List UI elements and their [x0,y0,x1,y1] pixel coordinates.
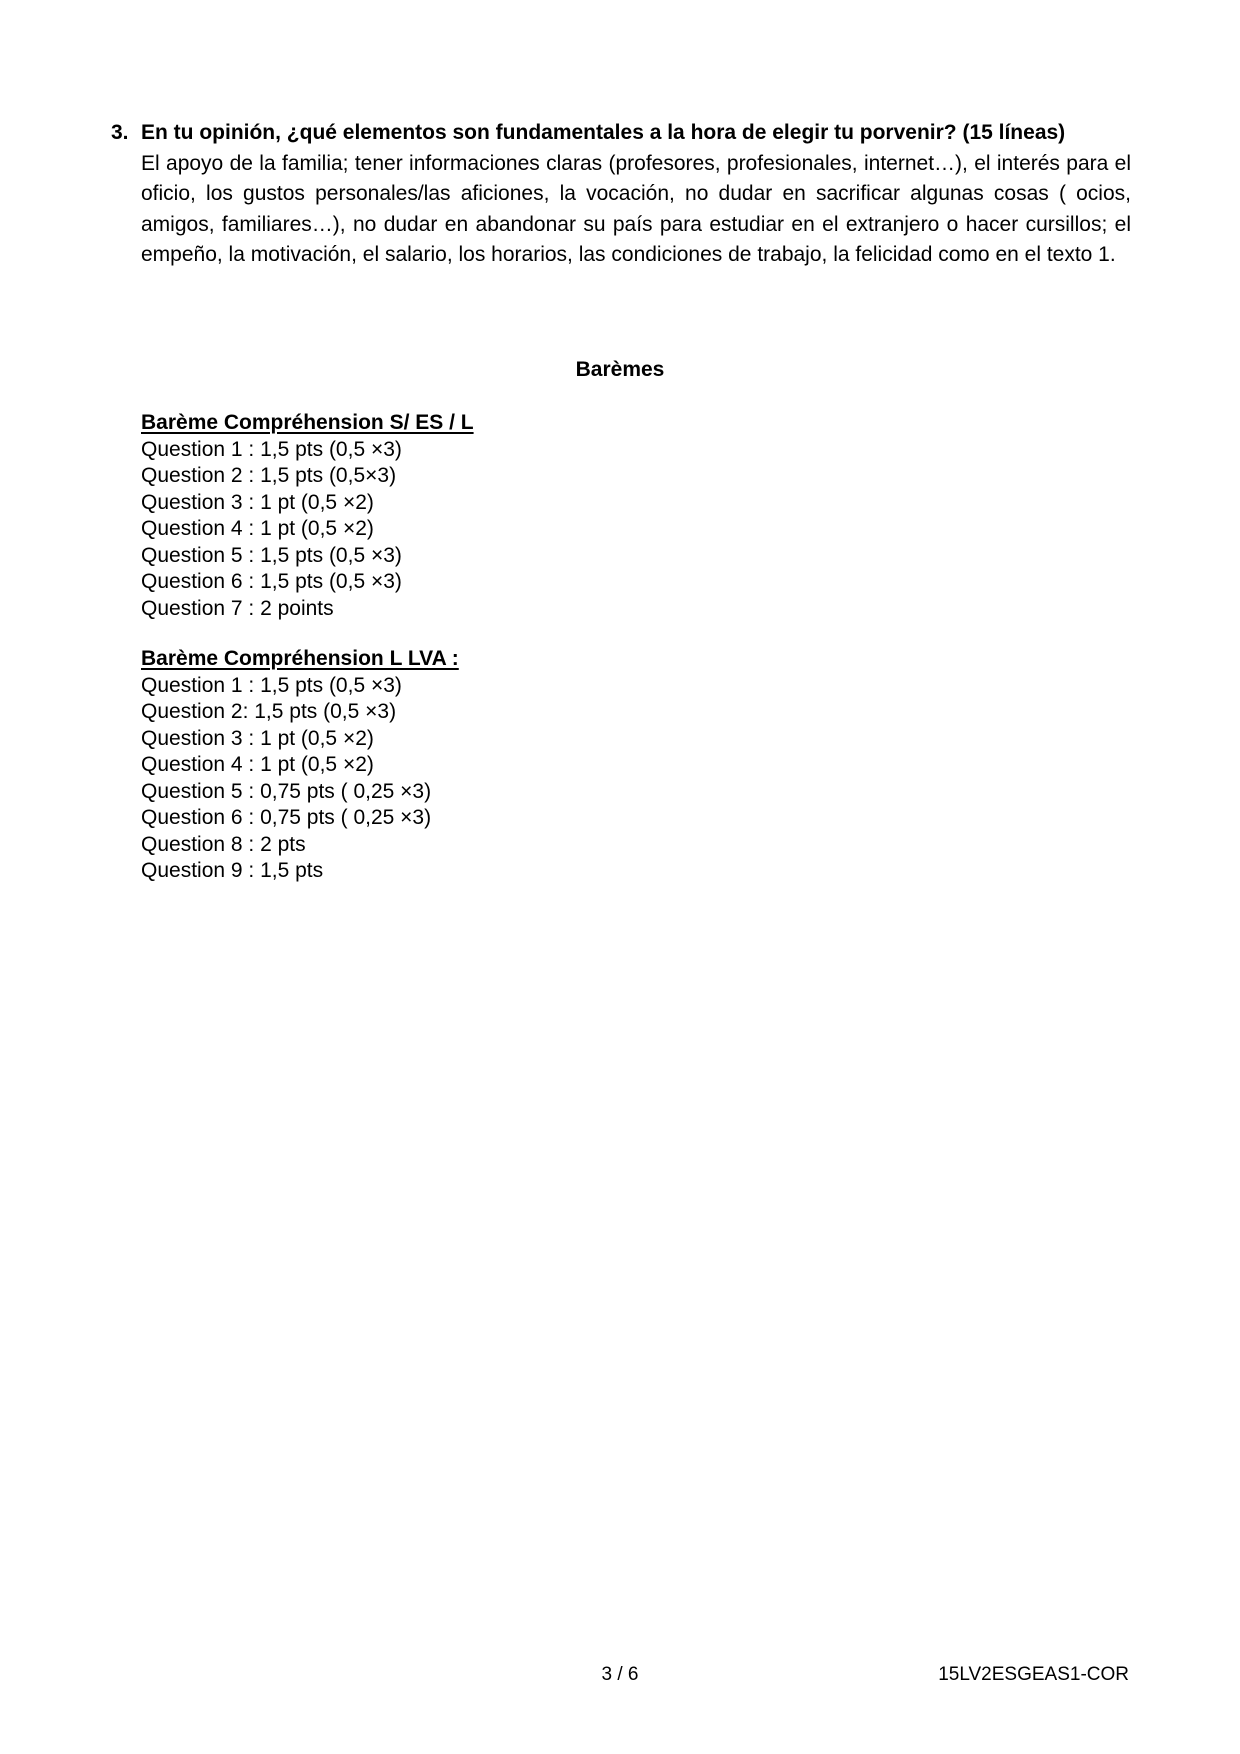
bareme-heading: Barème Compréhension L LVA : [141,647,459,670]
bareme-line: Question 7 : 2 points [141,596,334,620]
bareme-line: Question 5 : 1,5 pts (0,5 ×3) [141,543,402,567]
bareme-line: Question 3 : 1 pt (0,5 ×2) [141,726,374,750]
bareme-section-lva [141,646,841,885]
bareme-line: Question 4 : 1 pt (0,5 ×2) [141,753,374,776]
section-title: Barèmes [575,358,665,381]
document-code: 15LV2ESGEAS1-COR [938,1664,1129,1685]
bareme-line: Question 8 : 2 pts [141,832,306,856]
bareme-line: Question 6 : 1,5 pts (0,5 ×3) [141,570,402,593]
bareme-heading: Barème Compréhension S/ ES / L [141,411,474,434]
bareme-line: Question 3 : 1 pt (0,5 ×2) [141,490,374,514]
page-number: 3 / 6 [601,1664,639,1685]
question-number: 3. [111,121,129,144]
bareme-section [141,410,841,622]
bareme-line: Question 2: 1,5 pts (0,5 ×3) [141,700,397,723]
bareme-line: Question 1 : 1,5 pts (0,5 ×3) [141,673,402,697]
question-header [111,118,1131,149]
bareme-line: Question 2 : 1,5 pts (0,5×3) [141,464,397,487]
bareme-line: Question 5 : 0,75 pts ( 0,25 ×3) [141,779,432,803]
question-title: En tu opinión, ¿qué elementos son fundamentales a la hora de elegir tu porvenir? (15 líneas) [141,121,1066,144]
bareme-line: Question 6 : 0,75 pts ( 0,25 ×3) [141,806,432,829]
question-block [111,118,1131,271]
question-answer: El apoyo de la familia; tener informaciones claras (profesores, profesionales, internet…), el interés para el oficio, los gustos personales/las aficiones, la vocación, no dudar en sacrificar algunas cosas ( ocios, amigos, familiares…), no dudar en abandonar su país para estudiar en el extranjero o hacer cursillos; el empeño, la motivación, el salario, los horarios, las condiciones de trabajo, la felicidad como en el texto 1. [141,151,1131,266]
bareme-line: Question 9 : 1,5 pts [141,859,324,882]
bareme-line: Question 4 : 1 pt (0,5 ×2) [141,517,374,540]
bareme-line: Question 1 : 1,5 pts (0,5 ×3) [141,437,402,461]
